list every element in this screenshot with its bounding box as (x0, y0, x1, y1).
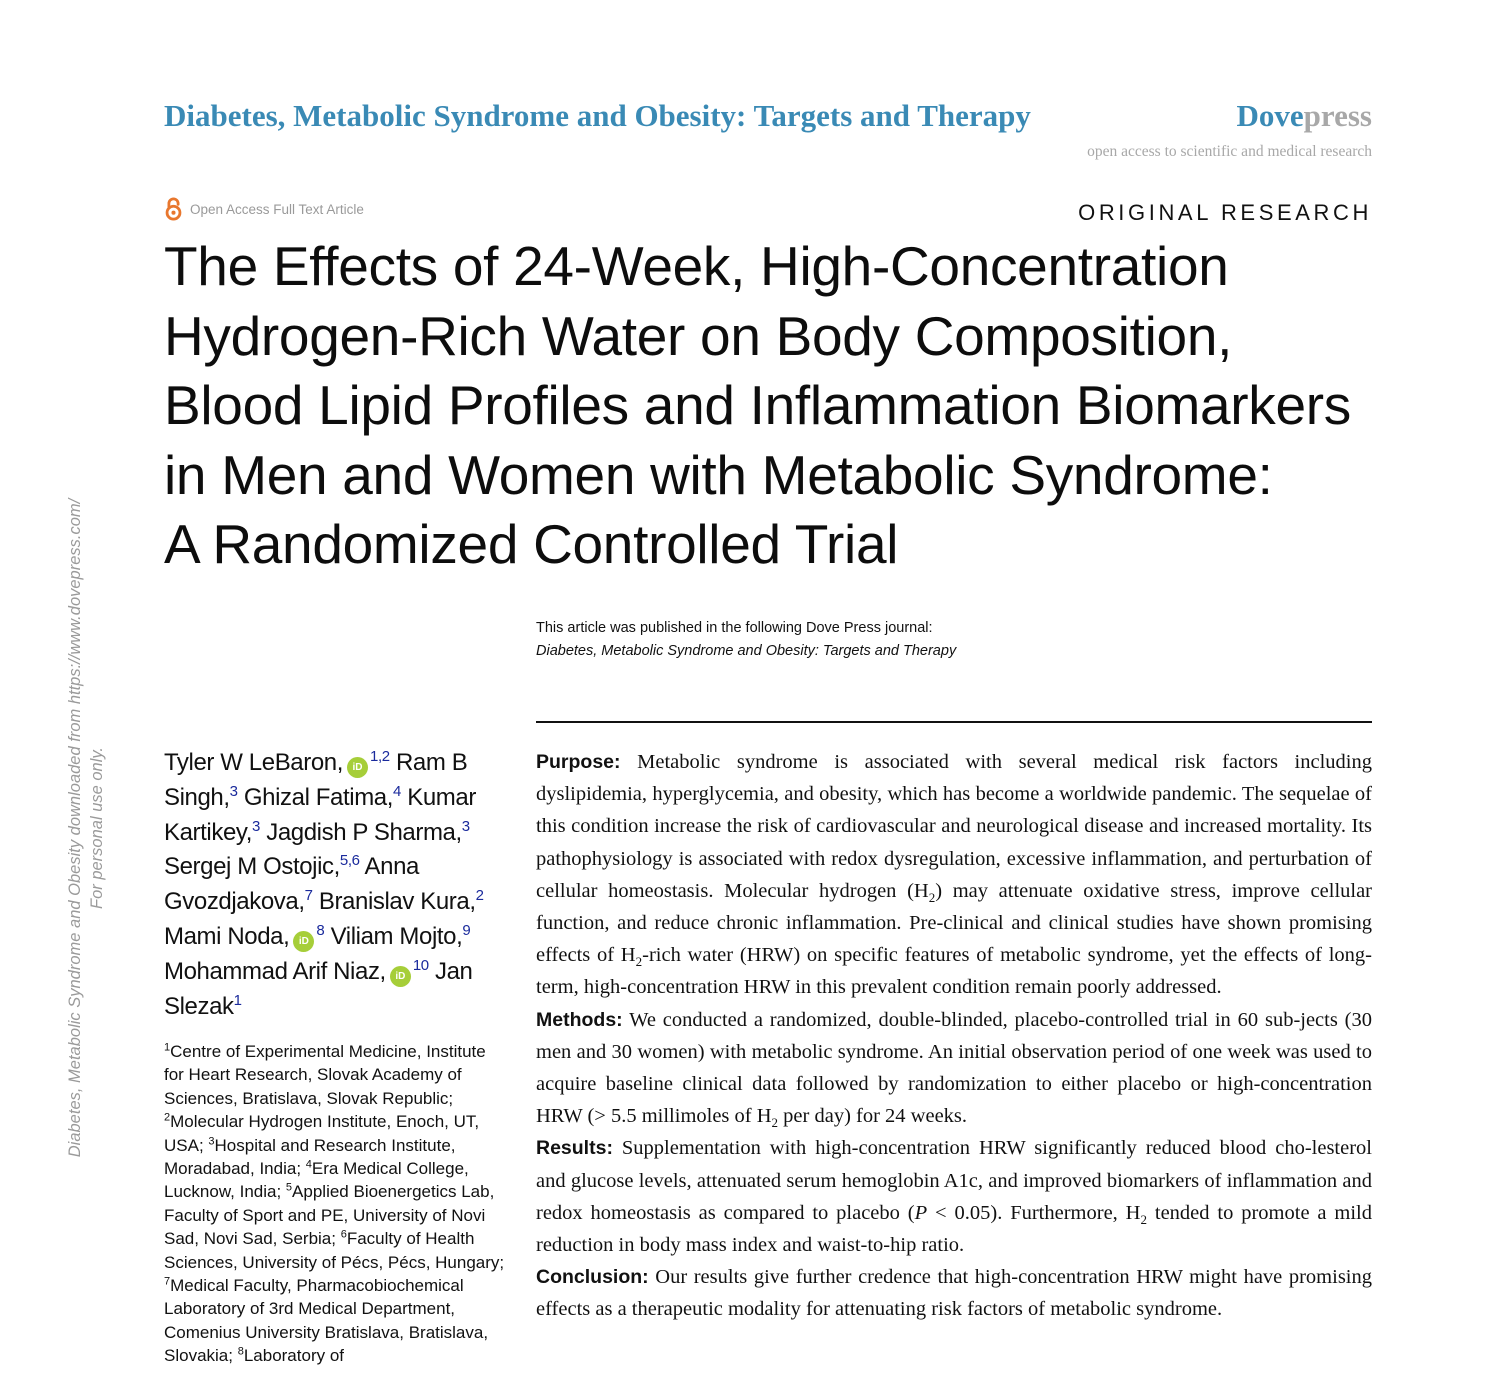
orcid-icon[interactable]: iD (390, 966, 411, 987)
affiliation-text: Molecular Hydrogen Institute, Enoch, UT, USA; (164, 1112, 480, 1155)
author-name: Viliam Mojto, (330, 922, 463, 950)
orcid-icon[interactable]: iD (293, 931, 314, 952)
results-label: Results: (536, 1137, 613, 1160)
author-name: Kumar Kartikey, (164, 783, 476, 846)
logo-dove: Dove (1236, 98, 1304, 133)
publisher-tagline: open access to scientific and medical research (1087, 143, 1372, 160)
results-text: Supplementation with high-concentration HRW significantly reduced blood cho-lesterol and glucose levels, attenuated serum hemoglobin A1c, and improved biomarkers of inflammation and redox homeostasis as compared to placebo ( (536, 1137, 1372, 1224)
abstract-results (536, 1132, 1372, 1261)
abstract-methods (536, 1004, 1372, 1133)
affiliation-number: 8 (237, 1345, 244, 1358)
affiliation-number: 7 (164, 1275, 171, 1288)
author-name: Mohammad Arif Niaz, (164, 957, 386, 985)
affiliation-ref[interactable]: 2 (475, 887, 484, 905)
author-name: Jan Slezak (164, 957, 473, 1020)
watermark-line: For personal use only. (88, 746, 106, 910)
author[interactable] (244, 784, 401, 811)
results-text: < 0.05). Furthermore, H (927, 1201, 1141, 1224)
purpose-text: Metabolic syndrome is associated with several medical risk factors including dyslipidemia, hyperglycemia, and obesity, which has become a worldwide pandemic. The sequelae of this condition increase the risk of cardiovascular and neurological disease and increased mortality. Its pathophysiology is associated with redox dysregulation, excessive inflammation, and perturbation of cellular homeostasis. Molecular hydrogen (H (536, 751, 1372, 902)
title-line: in Men and Women with Metabolic Syndrome: (164, 443, 1273, 506)
p-value-symbol: P (914, 1201, 928, 1224)
watermark-line: Diabetes, Metabolic Syndrome and Obesity downloaded from https://www.dovepress.com/ (66, 498, 84, 1158)
affiliation-number: 2 (164, 1111, 171, 1124)
publication-note-journal[interactable]: Diabetes, Metabolic Syndrome and Obesity: Targets and Therapy (536, 643, 957, 659)
author[interactable] (164, 853, 360, 880)
open-access-label: Open Access Full Text Article (190, 201, 364, 217)
title-line: A Randomized Controlled Trial (164, 513, 899, 575)
affiliation-number: 3 (208, 1134, 215, 1147)
affiliation-text: Laboratory of (243, 1346, 345, 1366)
affiliation-text: Medical Faculty, Pharmacobiochemical Laboratory of 3rd Medical Department, Comenius University Bratislava, Bratislava, Slovakia; (164, 1276, 489, 1366)
affiliation-ref[interactable]: 10 (412, 956, 429, 974)
publication-note-text: This article was published in the following Dove Press journal: (536, 620, 933, 636)
affiliation-text: Hospital and Research Institute, Moradabad, India; (164, 1135, 456, 1179)
affiliation-ref[interactable]: 7 (304, 887, 313, 905)
h2-subscript: 2 (771, 1115, 779, 1131)
affiliation-ref[interactable]: 1,2 (370, 748, 390, 765)
affiliation-ref[interactable]: 1 (233, 991, 242, 1009)
affiliation-text: Faculty of Health Sciences, University of Pécs, Pécs, Hungary; (164, 1229, 505, 1272)
author[interactable] (164, 958, 429, 985)
open-access-lock-icon (164, 197, 183, 221)
author[interactable] (164, 749, 390, 776)
affiliation-text: Applied Bioenergetics Lab, Faculty of Sport and PE, University of Novi Sad, Novi Sad, Serbia; (164, 1182, 495, 1249)
author-name: Branislav Kura, (318, 888, 476, 916)
abstract (536, 746, 1372, 1326)
affiliation-number: 5 (285, 1181, 293, 1194)
abstract-conclusion (536, 1261, 1372, 1325)
purpose-label: Purpose: (536, 751, 621, 773)
affiliation-ref[interactable]: 5,6 (339, 852, 360, 870)
author-name: Ghizal Fatima, (243, 783, 394, 811)
author[interactable] (331, 923, 471, 950)
abstract-purpose (536, 746, 1372, 1004)
methods-text: We conducted a randomized, double-blinded, placebo-controlled trial in 60 sub-jects (30 men and 30 women) with metabolic syndrome. An initial observation period of one week was used to acquire baseline clinical data followed by randomization to either placebo or high-concentration HRW (> 5.5 millimoles of H (536, 1008, 1372, 1128)
author[interactable] (164, 923, 324, 950)
affiliation-number: 6 (340, 1228, 347, 1241)
conclusion-label: Conclusion: (536, 1266, 649, 1289)
orcid-icon[interactable]: iD (347, 757, 368, 778)
author-list (164, 746, 509, 1024)
methods-text: per day) for 24 weeks. (778, 1105, 968, 1128)
publication-note (536, 617, 956, 663)
results-text: tended to promote a mild reduction in body mass index and waist-to-hip ratio. (536, 1201, 1372, 1257)
h2-subscript: 2 (928, 889, 936, 905)
h2-subscript: 2 (635, 954, 643, 970)
affiliation-text: Centre of Experimental Medicine, Institute for Heart Research, Slovak Academy of Sciences, Bratislava, Slovak Republic; (164, 1042, 486, 1108)
article-type: ORIGINAL RESEARCH (1078, 200, 1372, 225)
affiliation-ref[interactable]: 3 (229, 782, 238, 800)
affiliation-text: Era Medical College, Lucknow, India; (164, 1159, 469, 1202)
author-name: Anna Gvozdjakova, (164, 853, 419, 916)
article-title (164, 232, 1384, 580)
methods-label: Methods: (536, 1008, 623, 1031)
title-line: Hydrogen-Rich Water on Body Composition, (164, 304, 1233, 367)
author[interactable] (319, 888, 484, 915)
author-name: Tyler W LeBaron, (164, 749, 344, 776)
title-line: Blood Lipid Profiles and Inflammation Biomarkers (164, 374, 1352, 436)
author-name: Ram B Singh, (164, 749, 468, 811)
open-access-badge (164, 197, 364, 221)
affiliation-ref[interactable]: 8 (316, 921, 325, 939)
affiliation-ref[interactable]: 3 (461, 817, 470, 835)
conclusion-text: Our results give further credence that high-concentration HRW might have promising effects as a therapeutic modality for attenuating risk factors of metabolic syndrome. (536, 1266, 1372, 1321)
affiliation-ref[interactable]: 3 (251, 817, 260, 835)
h2-subscript: 2 (1140, 1211, 1147, 1227)
title-line: The Effects of 24-Week, High-Concentration (164, 235, 1229, 297)
purpose-text: ) may attenuate oxidative stress, improve cellular function, and reduce chronic inflammation. Pre-clinical and clinical studies have shown promising effects of H (536, 879, 1373, 967)
affiliation-number: 4 (305, 1158, 312, 1171)
author-name: Mami Noda, (164, 922, 290, 950)
affiliation-ref[interactable]: 4 (393, 782, 401, 800)
author-name: Jagdish P Sharma, (266, 818, 462, 846)
affiliations (164, 1040, 509, 1368)
affiliation-ref[interactable]: 9 (462, 921, 471, 939)
author-name: Sergej M Ostojic, (164, 853, 340, 881)
publisher-logo[interactable] (1237, 98, 1372, 134)
logo-press: press (1303, 98, 1372, 133)
purpose-text: -rich water (HRW) on specific features of metabolic syndrome, yet the effects of long-term, high-concentration HRW in this prevalent condition remain poorly addressed. (536, 944, 1372, 999)
journal-name: Diabetes, Metabolic Syndrome and Obesity: Targets and Therapy (164, 98, 1031, 133)
affiliation-number: 1 (164, 1041, 171, 1054)
abstract-divider (536, 721, 1372, 723)
author[interactable] (266, 819, 470, 846)
